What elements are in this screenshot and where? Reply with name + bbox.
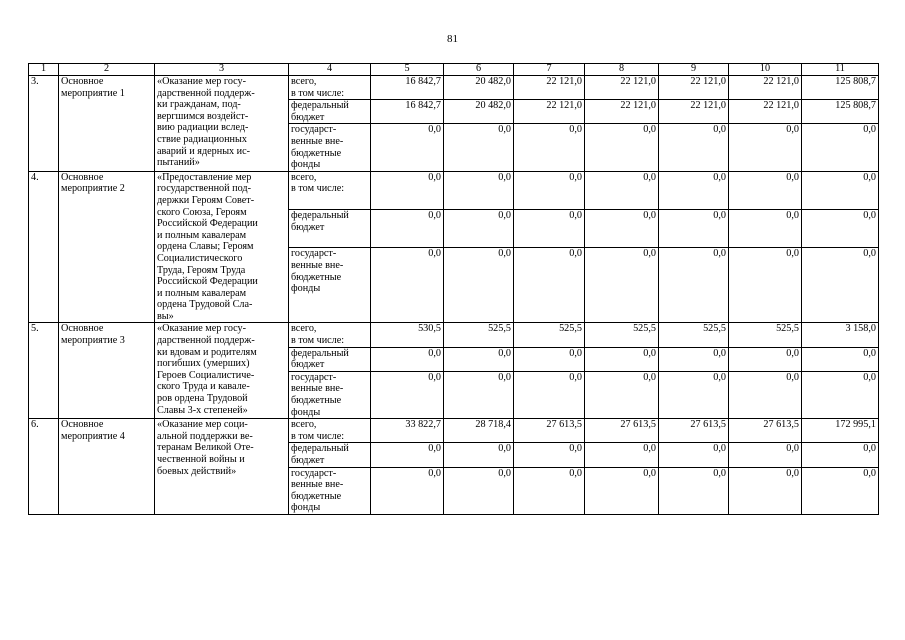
value-cell: 0,0 xyxy=(514,443,585,467)
value-cell: 0,0 xyxy=(371,443,444,467)
budget-table xyxy=(28,63,879,515)
value-cell: 0,0 xyxy=(371,347,444,371)
value-cell: 0,0 xyxy=(659,171,729,209)
value-cell: 0,0 xyxy=(514,171,585,209)
value-cell: 0,0 xyxy=(802,467,879,514)
value-cell: 0,0 xyxy=(729,210,802,248)
column-header: 7 xyxy=(514,64,585,76)
value-cell: 0,0 xyxy=(802,443,879,467)
funding-source: федеральный бюджет xyxy=(289,100,371,124)
value-cell: 0,0 xyxy=(802,124,879,171)
value-cell: 0,0 xyxy=(444,443,514,467)
measure-description: «Оказание мер госу- дарственной поддерж- ки вдовам и родителям погибших (умерших) Героев Социалистиче- ского Труда и кавале- ров ордена Трудовой Славы 3-х степеней» xyxy=(155,323,289,419)
value-cell: 0,0 xyxy=(585,371,659,418)
value-cell: 0,0 xyxy=(514,248,585,323)
value-cell: 0,0 xyxy=(585,210,659,248)
value-cell: 0,0 xyxy=(371,248,444,323)
value-cell: 0,0 xyxy=(802,171,879,209)
measure-name: Основное мероприятие 2 xyxy=(59,171,155,323)
funding-source: всего, в том числе: xyxy=(289,76,371,100)
value-cell: 3 158,0 xyxy=(802,323,879,347)
value-cell: 0,0 xyxy=(444,467,514,514)
value-cell: 0,0 xyxy=(444,248,514,323)
value-cell: 125 808,7 xyxy=(802,76,879,100)
value-cell: 125 808,7 xyxy=(802,100,879,124)
measure-name: Основное мероприятие 1 xyxy=(59,76,155,172)
value-cell: 0,0 xyxy=(371,124,444,171)
funding-source: государст- венные вне- бюджетные фонды xyxy=(289,371,371,418)
value-cell: 0,0 xyxy=(371,467,444,514)
column-header: 9 xyxy=(659,64,729,76)
value-cell: 0,0 xyxy=(729,124,802,171)
value-cell: 0,0 xyxy=(802,347,879,371)
column-header: 8 xyxy=(585,64,659,76)
value-cell: 0,0 xyxy=(802,371,879,418)
value-cell: 0,0 xyxy=(371,171,444,209)
value-cell: 0,0 xyxy=(371,210,444,248)
value-cell: 22 121,0 xyxy=(585,100,659,124)
funding-source: государст- венные вне- бюджетные фонды xyxy=(289,248,371,323)
measure-description: «Оказание мер соци- альной поддержки ве- теранам Великой Оте- чественной войны и боевых действий» xyxy=(155,419,289,515)
column-header: 11 xyxy=(802,64,879,76)
page-number: 81 xyxy=(447,33,458,45)
value-cell: 16 842,7 xyxy=(371,100,444,124)
value-cell: 0,0 xyxy=(585,124,659,171)
value-cell: 172 995,1 xyxy=(802,419,879,443)
value-cell: 0,0 xyxy=(444,171,514,209)
value-cell: 33 822,7 xyxy=(371,419,444,443)
value-cell: 27 613,5 xyxy=(585,419,659,443)
table-row xyxy=(29,76,879,100)
row-number: 6. xyxy=(29,419,59,515)
value-cell: 0,0 xyxy=(659,443,729,467)
value-cell: 0,0 xyxy=(659,248,729,323)
value-cell: 0,0 xyxy=(729,171,802,209)
column-header: 5 xyxy=(371,64,444,76)
measure-description: «Предоставление мер государственной под- держки Героям Совет- ского Союза, Героям Российской Федерации и полным кавалерам ордена Славы; Героям Социалистического Труда, Героям Труда Российской Федерации и полным кавалерам ордена Трудовой Сла- вы» xyxy=(155,171,289,323)
measure-name: Основное мероприятие 3 xyxy=(59,323,155,419)
value-cell: 0,0 xyxy=(729,371,802,418)
funding-source: всего, в том числе: xyxy=(289,419,371,443)
value-cell: 0,0 xyxy=(514,210,585,248)
value-cell: 525,5 xyxy=(729,323,802,347)
value-cell: 28 718,4 xyxy=(444,419,514,443)
value-cell: 0,0 xyxy=(729,248,802,323)
table-row xyxy=(29,419,879,443)
column-header: 4 xyxy=(289,64,371,76)
column-header: 2 xyxy=(59,64,155,76)
value-cell: 0,0 xyxy=(585,443,659,467)
value-cell: 0,0 xyxy=(659,371,729,418)
value-cell: 27 613,5 xyxy=(514,419,585,443)
funding-source: государст- венные вне- бюджетные фонды xyxy=(289,467,371,514)
value-cell: 0,0 xyxy=(371,371,444,418)
value-cell: 20 482,0 xyxy=(444,76,514,100)
value-cell: 525,5 xyxy=(585,323,659,347)
value-cell: 0,0 xyxy=(585,171,659,209)
value-cell: 22 121,0 xyxy=(585,76,659,100)
value-cell: 0,0 xyxy=(444,124,514,171)
value-cell: 22 121,0 xyxy=(514,100,585,124)
funding-source: всего, в том числе: xyxy=(289,323,371,347)
value-cell: 0,0 xyxy=(802,210,879,248)
value-cell: 0,0 xyxy=(514,347,585,371)
header-row xyxy=(29,64,879,76)
value-cell: 0,0 xyxy=(514,371,585,418)
measure-description: «Оказание мер госу- дарственной поддерж- ки гражданам, под- вергшимся воздейст- вию радиации вслед- ствие радиационных аварий и ядерных ис- пытаний» xyxy=(155,76,289,172)
value-cell: 22 121,0 xyxy=(659,76,729,100)
value-cell: 20 482,0 xyxy=(444,100,514,124)
value-cell: 22 121,0 xyxy=(514,76,585,100)
column-header: 6 xyxy=(444,64,514,76)
value-cell: 0,0 xyxy=(802,248,879,323)
value-cell: 0,0 xyxy=(444,371,514,418)
value-cell: 22 121,0 xyxy=(729,76,802,100)
value-cell: 27 613,5 xyxy=(659,419,729,443)
value-cell: 0,0 xyxy=(585,467,659,514)
column-header: 1 xyxy=(29,64,59,76)
value-cell: 27 613,5 xyxy=(729,419,802,443)
funding-source: всего, в том числе: xyxy=(289,171,371,209)
value-cell: 0,0 xyxy=(444,347,514,371)
value-cell: 525,5 xyxy=(444,323,514,347)
value-cell: 0,0 xyxy=(659,467,729,514)
table-row xyxy=(29,323,879,347)
value-cell: 525,5 xyxy=(659,323,729,347)
funding-source: государст- венные вне- бюджетные фонды xyxy=(289,124,371,171)
value-cell: 0,0 xyxy=(444,210,514,248)
value-cell: 0,0 xyxy=(514,467,585,514)
value-cell: 525,5 xyxy=(514,323,585,347)
measure-name: Основное мероприятие 4 xyxy=(59,419,155,515)
table-row xyxy=(29,171,879,209)
funding-source: федеральный бюджет xyxy=(289,210,371,248)
value-cell: 0,0 xyxy=(585,347,659,371)
value-cell: 0,0 xyxy=(659,347,729,371)
column-header: 10 xyxy=(729,64,802,76)
value-cell: 0,0 xyxy=(659,124,729,171)
row-number: 5. xyxy=(29,323,59,419)
funding-source: федеральный бюджет xyxy=(289,347,371,371)
value-cell: 0,0 xyxy=(659,210,729,248)
row-number: 4. xyxy=(29,171,59,323)
value-cell: 0,0 xyxy=(729,347,802,371)
value-cell: 0,0 xyxy=(729,443,802,467)
column-header: 3 xyxy=(155,64,289,76)
value-cell: 530,5 xyxy=(371,323,444,347)
value-cell: 0,0 xyxy=(729,467,802,514)
value-cell: 22 121,0 xyxy=(729,100,802,124)
value-cell: 16 842,7 xyxy=(371,76,444,100)
value-cell: 22 121,0 xyxy=(659,100,729,124)
funding-source: федеральный бюджет xyxy=(289,443,371,467)
value-cell: 0,0 xyxy=(585,248,659,323)
value-cell: 0,0 xyxy=(514,124,585,171)
row-number: 3. xyxy=(29,76,59,172)
